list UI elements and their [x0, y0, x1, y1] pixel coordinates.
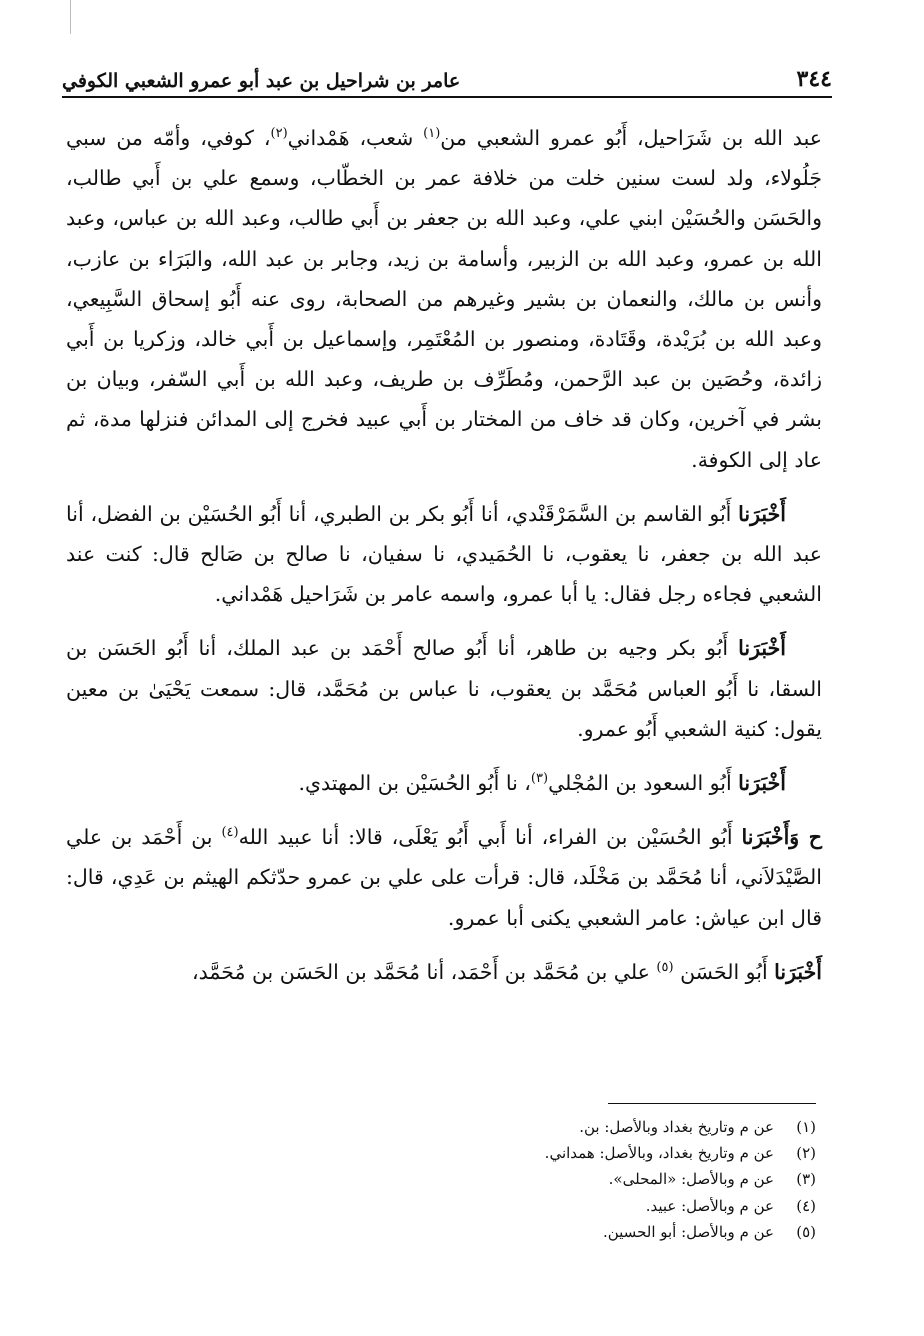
text-segment: أَبُو بكر وجيه بن طاهر، أنا أَبُو صالح أَحْمَد بن عبد الملك، أنا أَبُو الحَسَن بن السقا، نا أَبُو العباس مُحَمَّد بن يعقوب، نا عباس بن مُحَمَّد، قال: سمعت يَحْيَىٰ بن معين يقول: كنية الشعبي أَبُو عمرو.: [66, 636, 822, 741]
text-segment: أَبُو السعود بن المُجْلي: [548, 771, 739, 796]
page-number: ٣٤٤: [796, 66, 832, 92]
footnote-text: عن م وتاريخ بغداد، وبالأصل: همداني.: [544, 1144, 774, 1163]
footnote-number: (٢): [796, 1144, 816, 1163]
footnote-number: (١): [796, 1118, 816, 1136]
footnote-text: عن م وبالأصل: «المحلى».: [608, 1170, 774, 1189]
footnote: [120, 1140, 816, 1166]
footnote: [120, 1193, 816, 1219]
footnote-text: عن م وبالأصل: عبيد.: [645, 1196, 774, 1215]
footnote-text: عن م وبالأصل: أبو الحسين.: [602, 1222, 774, 1241]
narration-paragraph: [66, 817, 822, 938]
text-segment: أَبُو القاسم بن السَّمَرْقَنْدي، أنا أَبُو بكر بن الطبري، أنا أَبُو الحُسَيْن بن الفضل، أنا عبد الله بن جعفر، نا يعقوب، نا الحُمَيدي، نا سفيان، نا صالح بن صَالح قال: كنت عند الشعبي فجاءه رجل فقال: يا أبا عمرو، واسمه عامر بن شَرَاحيل هَمْداني.: [66, 501, 822, 607]
footnote-ref: (١): [423, 126, 441, 142]
footnote-number: (٥): [796, 1222, 816, 1241]
text-segment: علي بن مُحَمَّد بن أَحْمَد، أنا مُحَمَّد بن الحَسَن بن مُحَمَّد،: [191, 959, 657, 984]
narration-keyword: أَخْبَرَنا: [738, 501, 786, 526]
text-segment: أَبُو الحُسَيْن بن الفراء، أنا أَبي أَبُو يَعْلَى، قالا: أنا عبيد الله: [238, 825, 742, 850]
footnote: [120, 1114, 816, 1140]
narration-paragraph: [66, 628, 822, 749]
footnotes: [120, 1114, 816, 1245]
narration-paragraph: [66, 952, 822, 992]
biography-paragraph: [66, 118, 822, 480]
footnote-number: (٣): [796, 1170, 816, 1189]
footnote-text: عن م وتاريخ بغداد وبالأصل: بن.: [579, 1118, 774, 1136]
footnote-number: (٤): [796, 1196, 816, 1215]
running-title: عامر بن شراحيل بن عبد أبو عمرو الشعبي الكوفي: [62, 70, 461, 92]
text-segment: شعب، هَمْداني: [287, 126, 414, 150]
narration-keyword: أَخْبَرَنا: [738, 771, 786, 796]
text-segment: بن أَحْمَد بن علي الصَّيْدَلاَني، أنا مُحَمَّد بن مَخْلَد، قال: قرأت على علي بن عمرو حدّثكم الهيثم بن عَدِي، قال: قال ابن عياش: عامر الشعبي يكنى أبا عمرو.: [66, 825, 822, 930]
footnote: [120, 1219, 816, 1245]
scan-artifact-line: [70, 0, 71, 34]
footnote-divider: [608, 1103, 816, 1104]
narration-paragraph: [66, 494, 822, 615]
text-segment: عبد الله بن شَرَاحيل، أَبُو عمرو الشعبي من: [440, 126, 822, 150]
narration-keyword: أَخْبَرَنا: [738, 636, 786, 661]
footnote-ref: (٥): [656, 960, 674, 976]
narration-keyword: ح وَأَخْبَرَنا: [741, 825, 822, 850]
footnote-ref: (٢): [270, 126, 288, 142]
narration-paragraph: [66, 763, 822, 803]
text-segment: أَبُو الحَسَن: [673, 959, 775, 984]
narration-keyword: أَخْبَرَنا: [774, 959, 822, 984]
footnote-ref: (٤): [221, 825, 239, 841]
main-text: [66, 118, 822, 992]
footnote-ref: (٣): [530, 771, 549, 787]
footnote: [120, 1166, 816, 1192]
text-segment: ، نا أَبُو الحُسَيْن بن المهتدي.: [298, 771, 531, 796]
text-segment: ، كوفي، وأمّه من سبي جَلُولاء، ولد لست سنين خلت من خلافة عمر بن الخطّاب، وسمع علي بن أَبي طالب، والحَسَن والحُسَيْن ابني علي، وعبد الله بن جعفر بن أَبي طالب، وعبد الله بن عباس، وعبد الله بن عمرو، وعبد الله بن الزبير، وأسامة بن زيد، وجابر بن عبد الله، والبَرَاء بن عازب، وأنس بن مالك، والنعمان بن بشير وغيرهم من الصحابة، روى عنه أَبُو إسحاق السَّبِيعي، وعبد الله بن بُرَيْدة، وقَتَادة، ومنصور بن المُعْتَمِر، وإسماعيل بن أَبي خالد، وزكريا بن أَبي زائدة، وحُصَين بن عبد الرَّحمن، ومُطَرِّف بن طريف، وعبد الله بن أَبي السّفر، وبيان بن بشر في آخرين، وكان قد خاف من المختار بن أَبي عبيد فخرج إلى المدائن فنزلها مدة، ثم عاد إلى الكوفة.: [66, 126, 822, 472]
page-header: [62, 58, 832, 98]
